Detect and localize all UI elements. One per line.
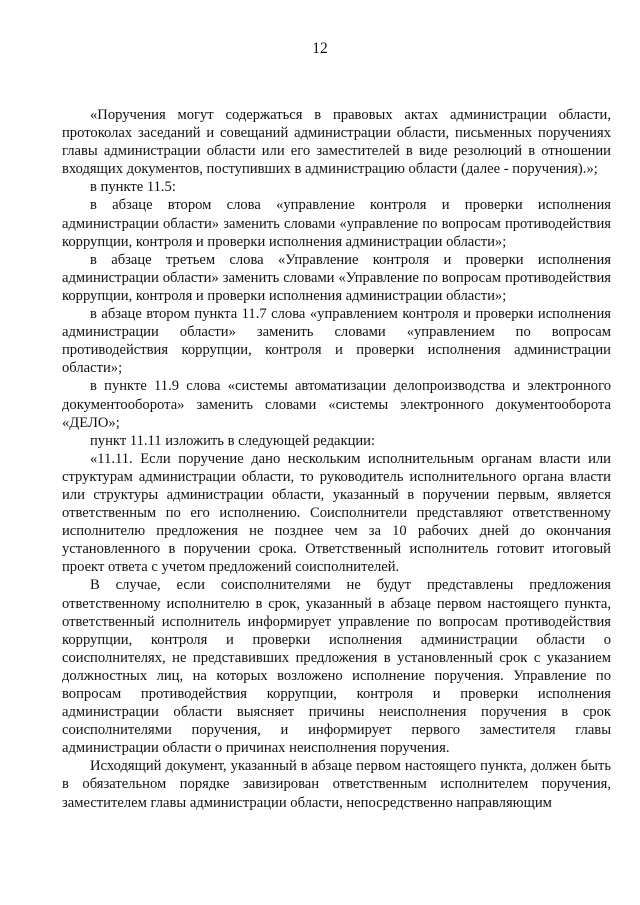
paragraph-11-9: в пункте 11.9 слова «системы автоматизации делопроизводства и электронного документооборота» заменить словами «системы электронного документооборота «ДЕЛО»; [62, 378, 611, 431]
paragraph-item-11-5: в пункте 11.5: [90, 179, 176, 196]
paragraph-intro-quote: «Поручения могут содержаться в правовых актах администрации области, протоколах заседаний и совещаний администрации области, письменных поручениях главы администрации области или его заместителей в виде резолюций в отношении входящих документов, поступивших в администрацию области (далее - поручения).»; [62, 107, 611, 178]
paragraph-11-5-third: в абзаце третьем слова «Управление контроля и проверки исполнения администрации области» заменить словами «Управление по вопросам противодействия коррупции, контроля и проверки исполнения администрации области»; [62, 251, 611, 304]
paragraph-11-11-intro: пункт 11.11 изложить в следующей редакции: [90, 432, 376, 449]
document-body [62, 106, 611, 812]
paragraph-11-5-second: в абзаце втором слова «управление контроля и проверки исполнения администрации области» заменить словами «управление по вопросам противодействия коррупции, контроля и проверки исполнения администрации области»; [62, 197, 611, 250]
paragraph-11-7: в абзаце втором пункта 11.7 слова «управлением контроля и проверки исполнения администрации области» заменить словами «управлением по вопросам противодействия коррупции, контроля и проверки исполнения администрации области»; [62, 306, 611, 377]
paragraph-outgoing-document: Исходящий документ, указанный в абзаце первом настоящего пункта, должен быть в обязательном порядке завизирован ответственным исполнителем поручения, заместителем главы администрации области, непосредственно направляющим [62, 758, 611, 811]
page-number: 12 [312, 40, 328, 57]
paragraph-11-11-text: «11.11. Если поручение дано нескольким исполнительным органам власти или структурам администрации области, то руководитель исполнительного органа власти или структуры администрации области, указанный в поручении первым, является ответственным по его исполнению. Соисполнители представляют ответственному исполнителю предложения не позднее чем за 10 рабочих дней до окончания установленного в поручении срока. Ответственный исполнитель готовит итоговый проект ответа с учетом предложений соисполнителей. [62, 450, 611, 576]
paragraph-coexecutors: В случае, если соисполнителями не будут представлены предложения ответственному исполнителю в срок, указанный в абзаце первом настоящего пункта, ответственный исполнитель информирует управление по вопросам противодействия коррупции, контроля и проверки исполнения администрации области о соисполнителях, не представивших предложения в установленный срок с указанием должностных лиц, на которых возложено исполнение поручения. Управление по вопросам противодействия коррупции, контроля и проверки исполнения администрации области выясняет причины неисполнения поручения в срок соисполнителями поручения, и информирует первого заместителя главы администрации области о причинах неисполнения поручения. [62, 577, 611, 757]
